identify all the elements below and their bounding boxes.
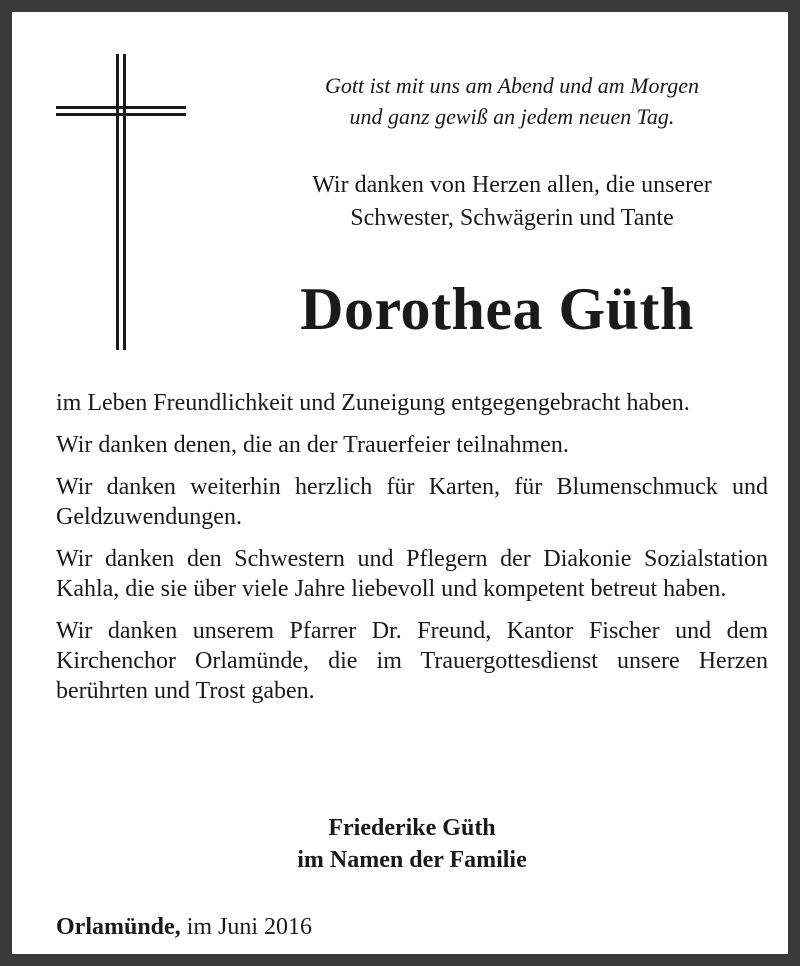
place-location: Orlamünde,: [56, 914, 181, 940]
motto-line: Gott ist mit uns am Abend und am Morgen: [325, 73, 699, 98]
cross-icon: [56, 54, 186, 350]
thanks-body: [56, 388, 768, 718]
signature-name: Friederike Güth: [328, 815, 496, 841]
thanks-paragraph: Wir danken weiterhin herzlich für Karten, für Blumenschmuck und Geldzuwendungen.: [56, 474, 768, 530]
thanks-paragraph: Wir danken den Schwestern und Pflegern der Diakonie Sozialstation Kahla, die sie über viele Jahre liebevoll und kompetent betreut haben.: [56, 546, 768, 602]
thanks-paragraph: im Leben Freundlichkeit und Zuneigung entgegengebracht haben.: [56, 390, 690, 416]
thanks-paragraph: Wir danken denen, die an der Trauerfeier teilnahmen.: [56, 432, 569, 458]
place-date: [56, 912, 312, 942]
signature-behalf: im Namen der Familie: [297, 847, 527, 873]
place-date-text: im Juni 2016: [186, 914, 313, 940]
motto-verse: [222, 70, 800, 132]
thanks-paragraph: Wir danken unserem Pfarrer Dr. Freund, Kantor Fischer und dem Kirchenchor Orlamünde, die im Trauergottesdienst unsere Herzen berührten und Trost gaben.: [56, 618, 768, 704]
deceased-name: Dorothea Güth: [300, 276, 694, 342]
intro-line: Schwester, Schwägerin und Tante: [350, 205, 674, 231]
signature: [112, 812, 712, 876]
motto-line: und ganz gewiß an jedem neuen Tag.: [349, 104, 675, 129]
intro-line: Wir danken von Herzen allen, die unserer: [312, 172, 712, 198]
intro-text: [222, 169, 800, 235]
